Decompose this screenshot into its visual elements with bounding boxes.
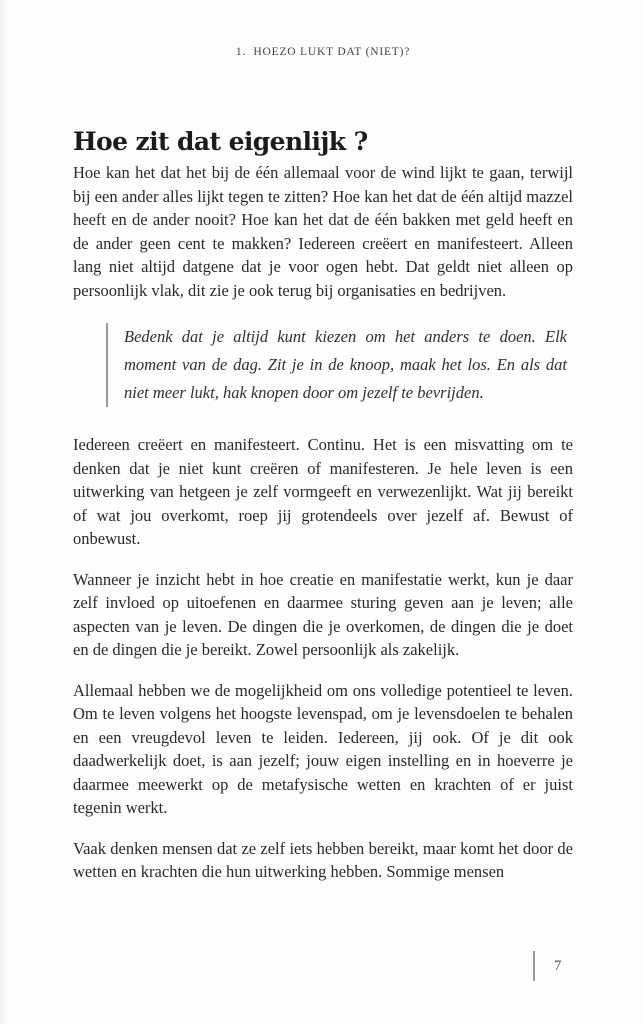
body-paragraph: Iedereen creëert en manifesteert. Continu. Het is een misvatting om te denken dat je niet kunt creëren of manifesteren. Je hele leven is een uitwerking van hetgeen je zelf vormgeeft en verwezenlijkt. Wat jij bereikt of wat jou overkomt, roep jij grotendeels over jezelf af. Bewust of onbewust.	[73, 435, 573, 548]
section-heading: Hoe zit dat eigenlijk ?	[73, 127, 368, 156]
body-paragraph: Allemaal hebben we de mogelijkheid om ons volledige potentieel te leven. Om te leven volgens het hoogste levenspad, om je levensdoelen te behalen en een vreugdevol leven te leiden. Iedereen, jij ook. Of je dit ook daadwerkelijk doet, is aan jezelf; jouw eigen instelling en in hoeverre je daarmee meewerkt op de metafysische wetten en krachten of er juist tegenin werkt.	[73, 680, 573, 817]
body-paragraph: Wanneer je inzicht hebt in hoe creatie en manifestatie werkt, kun je daar zelf invloed op uitoefenen en daarmee sturing geven aan je leven; alle aspecten van je leven. De dingen die je overkomen, de dingen die je doet en de dingen die je bereikt. Zowel persoonlijk als zakelijk.	[73, 569, 573, 659]
page-number: 7	[554, 957, 562, 974]
text-column	[73, 0, 573, 901]
pull-quote: Bedenk dat je altijd kunt kiezen om het anders te doen. Elk moment van de dag. Zit je in de knoop, maak het los. En als dat niet meer lukt, hak knopen door om jezelf te bevrijden.	[106, 323, 567, 407]
body-paragraph: Hoe kan het dat het bij de één allemaal voor de wind lijkt te gaan, terwijl bij een ander alles lijkt tegen te zitten? Hoe kan het dat de één altijd mazzel heeft en de ander nooit? Hoe kan het dat de één bakken met geld heeft en de ander geen cent te makken? Iedereen creëert en manifesteert. Alleen lang niet altijd datgene dat je voor ogen hebt. Dat geldt niet alleen op persoonlijk vlak, dit zie je ook terug bij organisaties en bedrijven.	[73, 163, 573, 300]
page-footer	[533, 951, 562, 981]
footer-divider-bar	[533, 951, 535, 981]
body-paragraph: Vaak denken mensen dat ze zelf iets hebben bereikt, maar komt het door de wetten en krachten die hun uitwerking hebben. Sommige mensen	[73, 838, 573, 881]
running-head: 1. HOEZO LUKT DAT (NIET)?	[235, 46, 411, 58]
